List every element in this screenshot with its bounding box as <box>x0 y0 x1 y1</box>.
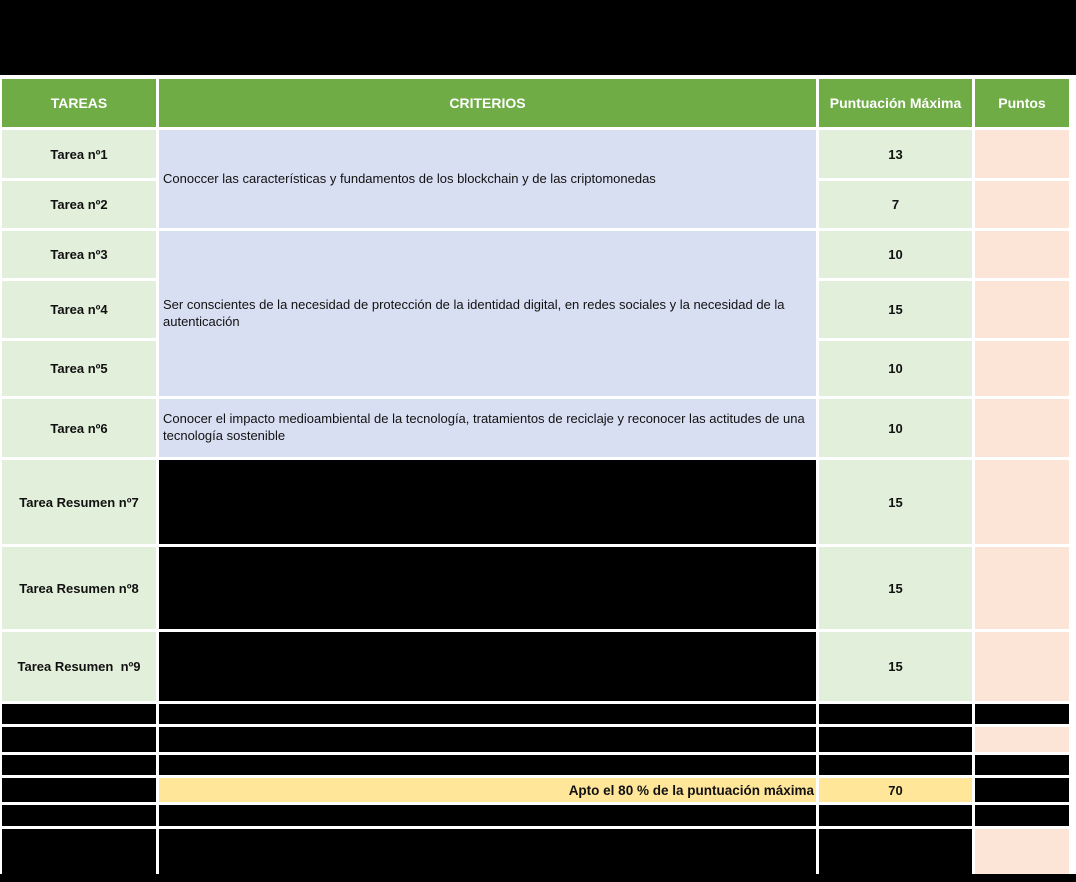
redacted-summary-row3-max <box>819 755 972 775</box>
points-cell-9 <box>975 632 1069 701</box>
points-cell-3 <box>975 231 1069 278</box>
apto-threshold-value: 70 <box>819 778 972 802</box>
apto-threshold-label: Apto el 80 % de la puntuación máxima <box>159 778 816 802</box>
redacted-summary-row5-criterios <box>159 805 816 826</box>
redacted-criteria-task-7 <box>159 460 816 544</box>
max-score-4: 15 <box>819 281 972 338</box>
column-header-puntuacion-maxima: Puntuación Máxima <box>819 79 972 127</box>
redacted-summary-row5-tareas <box>2 805 156 826</box>
task-label-4: Tarea nº4 <box>2 281 156 338</box>
redacted-criteria-task-8 <box>159 547 816 629</box>
max-score-3: 10 <box>819 231 972 278</box>
max-score-6: 10 <box>819 399 972 457</box>
points-cell-4 <box>975 281 1069 338</box>
redacted-summary-row1-max <box>819 704 972 724</box>
redacted-summary-row3-criterios <box>159 755 816 775</box>
redacted-summary-row6-tareas <box>2 829 156 874</box>
points-cell-1 <box>975 130 1069 178</box>
task-label-2: Tarea nº2 <box>2 181 156 228</box>
summary-row2-points-cell <box>975 727 1069 752</box>
task-label-5: Tarea nº5 <box>2 341 156 396</box>
redacted-summary-row6-max <box>819 829 972 874</box>
redacted-summary-row1-criterios <box>159 704 816 724</box>
redacted-summary-row2-tareas <box>2 727 156 752</box>
redacted-summary-row5-puntos <box>975 805 1069 826</box>
criteria-tasks-3-5: Ser conscientes de la necesidad de protección de la identidad digital, en redes sociales y la necesidad de la autenticación <box>159 231 816 396</box>
points-cell-7 <box>975 460 1069 544</box>
redacted-summary-row2-max <box>819 727 972 752</box>
redacted-summary-row6-criterios <box>159 829 816 874</box>
redacted-apto-row-puntos <box>975 778 1069 802</box>
max-score-9: 15 <box>819 632 972 701</box>
redacted-criteria-task-9 <box>159 632 816 701</box>
task-label-6: Tarea nº6 <box>2 399 156 457</box>
redacted-summary-row1-puntos <box>975 704 1069 724</box>
max-score-8: 15 <box>819 547 972 629</box>
max-score-7: 15 <box>819 460 972 544</box>
task-label-9: Tarea Resumen nº9 <box>2 632 156 701</box>
redacted-summary-row3-puntos <box>975 755 1069 775</box>
redacted-summary-row1-tareas <box>2 704 156 724</box>
column-header-criterios: CRITERIOS <box>159 79 816 127</box>
redacted-summary-row3-tareas <box>2 755 156 775</box>
rubric-table <box>2 79 1069 874</box>
task-label-1: Tarea nº1 <box>2 130 156 178</box>
criteria-task-6: Conocer el impacto medioambiental de la tecnología, tratamientos de reciclaje y reconocer las actitudes de una tecnología sostenible <box>159 399 816 457</box>
max-score-2: 7 <box>819 181 972 228</box>
task-label-8: Tarea Resumen nº8 <box>2 547 156 629</box>
redacted-apto-row-tareas <box>2 778 156 802</box>
points-cell-8 <box>975 547 1069 629</box>
redacted-title-bar <box>0 0 1076 75</box>
points-cell-2 <box>975 181 1069 228</box>
task-label-7: Tarea Resumen nº7 <box>2 460 156 544</box>
max-score-1: 13 <box>819 130 972 178</box>
task-label-3: Tarea nº3 <box>2 231 156 278</box>
redacted-summary-row5-max <box>819 805 972 826</box>
summary-row6-points-cell <box>975 829 1069 874</box>
max-score-5: 10 <box>819 341 972 396</box>
points-cell-5 <box>975 341 1069 396</box>
column-header-tareas: TAREAS <box>2 79 156 127</box>
redacted-bottom-bar <box>0 874 1076 882</box>
criteria-tasks-1-2: Conoccer las características y fundamentos de los blockchain y de las criptomonedas <box>159 130 816 228</box>
redacted-summary-row2-criterios <box>159 727 816 752</box>
column-header-puntos: Puntos <box>975 79 1069 127</box>
points-cell-6 <box>975 399 1069 457</box>
